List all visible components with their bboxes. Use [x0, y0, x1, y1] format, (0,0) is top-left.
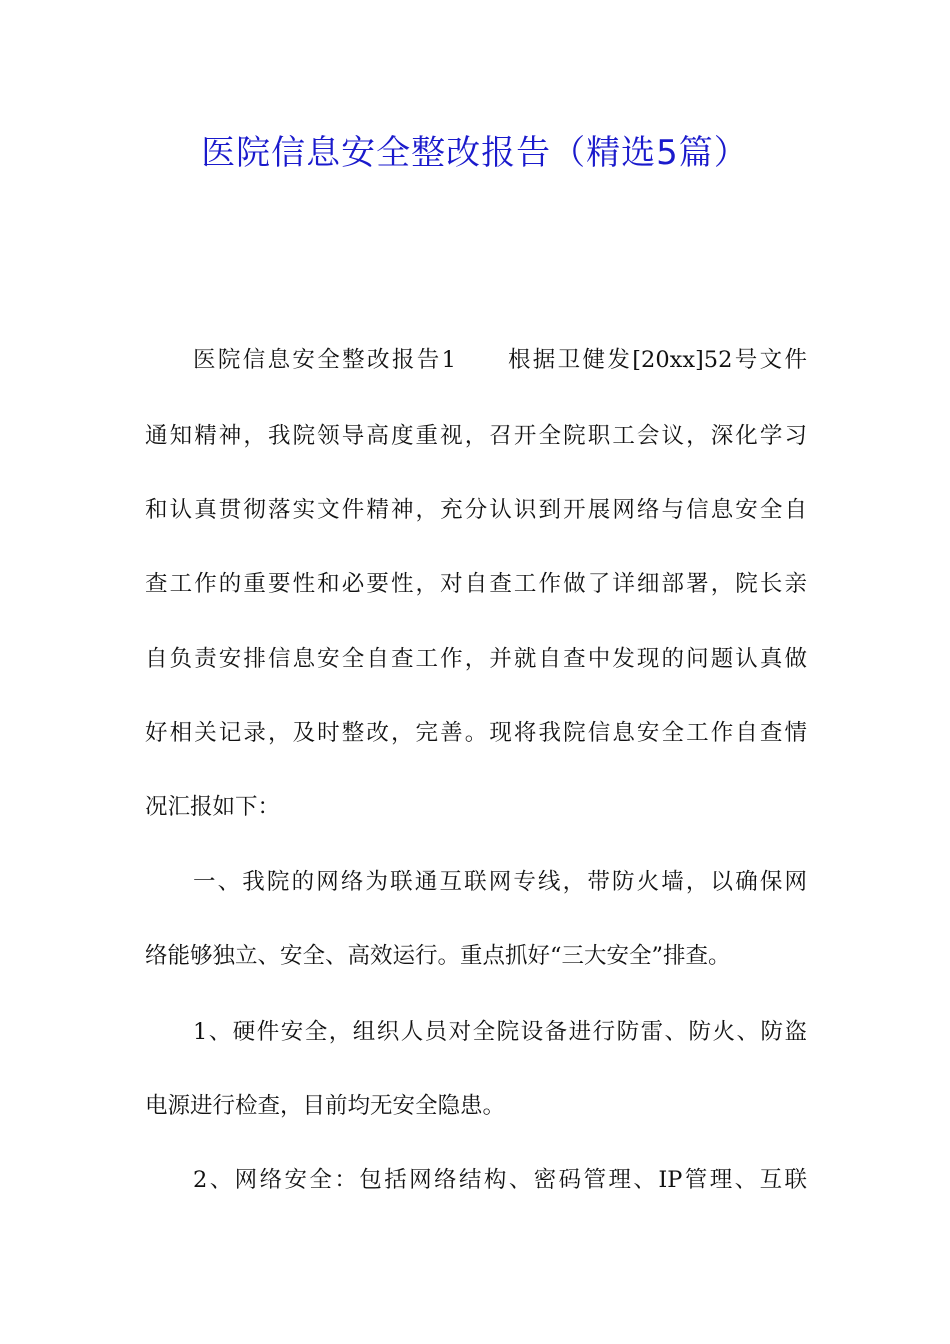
paragraph-line: 医院信息安全整改报告1 根据卫健发[20xx]52号文件 — [193, 347, 807, 373]
paragraph-line: 况汇报如下： — [145, 794, 281, 820]
paragraph-line: 1、硬件安全，组织人员对全院设备进行防雷、防火、防盗 — [193, 1019, 807, 1045]
paragraph-line: 好相关记录，及时整改，完善。现将我院信息安全工作自查情 — [145, 720, 807, 746]
paragraph-line: 自负责安排信息安全自查工作，并就自查中发现的问题认真做 — [145, 646, 807, 672]
paragraph-line: 查工作的重要性和必要性，对自查工作做了详细部署，院长亲 — [145, 571, 807, 597]
document-title: 医院信息安全整改报告（精选5篇） — [201, 133, 749, 173]
paragraph-line: 和认真贯彻落实文件精神，充分认识到开展网络与信息安全自 — [145, 497, 807, 523]
paragraph-line: 一、我院的网络为联通互联网专线，带防火墙，以确保网 — [193, 869, 807, 895]
paragraph-line: 通知精神，我院领导高度重视，召开全院职工会议，深化学习 — [145, 423, 807, 449]
paragraph-line: 2、网络安全：包括网络结构、密码管理、IP管理、互联 — [193, 1167, 807, 1193]
paragraph-line: 络能够独立、安全、高效运行。重点抓好“三大安全”排查。 — [145, 943, 731, 969]
paragraph-line: 电源进行检查，目前均无安全隐患。 — [145, 1093, 506, 1119]
